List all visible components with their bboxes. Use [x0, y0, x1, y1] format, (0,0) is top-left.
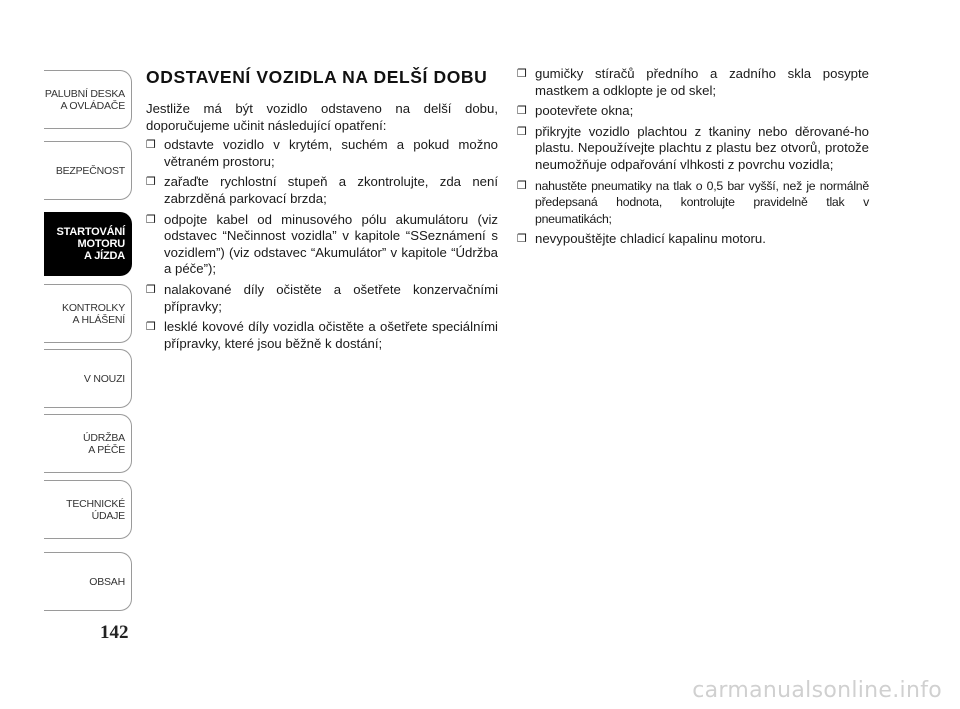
- checkbox-bullet-icon: ❒: [517, 124, 527, 138]
- checkbox-bullet-icon: ❒: [517, 178, 527, 192]
- tab-label-line: MOTORU: [77, 238, 125, 250]
- list-item-text: nalakované díly očistěte a ošetřete konzervačními přípravky;: [164, 281, 498, 314]
- list-item: [517, 103, 869, 120]
- page-number: 142: [100, 622, 129, 643]
- site-watermark: carmanualsonline.info: [692, 678, 942, 703]
- tab-label-line: V NOUZI: [83, 372, 125, 385]
- tab-label-line: STARTOVÁNÍ: [56, 226, 125, 238]
- checkbox-bullet-icon: ❒: [517, 67, 527, 80]
- checkbox-bullet-icon: ❒: [146, 320, 156, 334]
- intro-text: Jestliže má být vozidlo odstaveno na delší dobu, doporučujeme učinit následující opatření:: [146, 101, 498, 133]
- tab-label-line: KONTROLKY: [62, 301, 125, 314]
- checkbox-bullet-icon: ❒: [146, 138, 156, 152]
- left-bullet-list: [146, 137, 498, 352]
- checkbox-bullet-icon: ❒: [517, 232, 527, 246]
- right-bullet-list: [517, 66, 869, 248]
- list-item: [517, 66, 869, 99]
- tab-label-line: OBSAH: [89, 575, 125, 588]
- tab-startovani-motoru[interactable]: [44, 212, 132, 276]
- checkbox-bullet-icon: ❒: [146, 212, 156, 226]
- list-item-text: pootevřete okna;: [535, 103, 634, 119]
- tab-v-nouzi[interactable]: [44, 349, 132, 408]
- tab-label-line: BEZPEČNOST: [55, 164, 125, 177]
- tab-label-line: A PÉČE: [88, 443, 125, 456]
- list-item: [146, 282, 498, 315]
- tab-label-line: PALUBNÍ DESKA: [44, 87, 125, 100]
- section-title: ODSTAVENÍ VOZIDLA NA DELŠÍ DOBU: [146, 67, 488, 87]
- left-column: [146, 66, 498, 356]
- tab-palubni-deska[interactable]: [44, 70, 132, 129]
- tab-obsah[interactable]: [44, 552, 132, 611]
- list-item-text: odpojte kabel od minusového pólu akumulátoru (viz odstavec “Nečinnost vozidla” v kapitole “SSeznámení s vozidlem”) (viz odstavec “Akumulátor” v kapitole “Údržba a péče”);: [164, 211, 498, 277]
- list-item-text: odstavte vozidlo v krytém, suchém a pokud možno větraném prostoru;: [164, 137, 498, 169]
- tab-label-line: A HLÁŠENÍ: [72, 313, 125, 326]
- tab-kontrolky[interactable]: [44, 284, 132, 343]
- list-item-text: přikryjte vozidlo plachtou z tkaniny nebo děrované-ho plastu. Nepoužívejte plachtu z plastu bez otvorů, protože neumožňuje odpařování vlhkosti z povrchu vozidla;: [535, 123, 869, 172]
- list-item-text: zařaďte rychlostní stupeň a zkontrolujte, zda není zabrzděná parkovací brzda;: [164, 174, 498, 206]
- list-item: [146, 137, 498, 170]
- tab-technicke-udaje[interactable]: [44, 480, 132, 539]
- checkbox-bullet-icon: ❒: [517, 104, 527, 118]
- tab-udrzba[interactable]: [44, 414, 132, 473]
- checkbox-bullet-icon: ❒: [146, 175, 156, 189]
- tab-label-line: ÚDRŽBA: [83, 431, 125, 444]
- list-item-text: lesklé kovové díly vozidla očistěte a ošetřete speciálními přípravky, které jsou běžně k dostání;: [164, 319, 498, 351]
- list-item: [517, 231, 869, 248]
- list-item-text: nahustěte pneumatiky na tlak o 0,5 bar vyšší, než je normálně předepsaná hodnota, kontrolujte pravidelně tlak v pneumatikách;: [535, 178, 869, 226]
- list-item: [146, 212, 498, 278]
- tab-label-line: A JÍZDA: [84, 250, 125, 262]
- tab-bezpecnost[interactable]: [44, 141, 132, 200]
- tab-label-line: ÚDAJE: [91, 509, 125, 522]
- list-item: [517, 178, 869, 228]
- tab-label-line: A OVLÁDAČE: [60, 99, 125, 112]
- list-item: [517, 124, 869, 174]
- checkbox-bullet-icon: ❒: [146, 282, 156, 296]
- list-item: [146, 174, 498, 207]
- right-column: [517, 66, 869, 252]
- tab-label-line: TECHNICKÉ: [66, 497, 125, 510]
- list-item: [146, 319, 498, 352]
- list-item-text: nevypouštějte chladicí kapalinu motoru.: [535, 231, 766, 247]
- list-item-text: gumičky stíračů předního a zadního skla posypte mastkem a odklopte je od skel;: [535, 66, 869, 98]
